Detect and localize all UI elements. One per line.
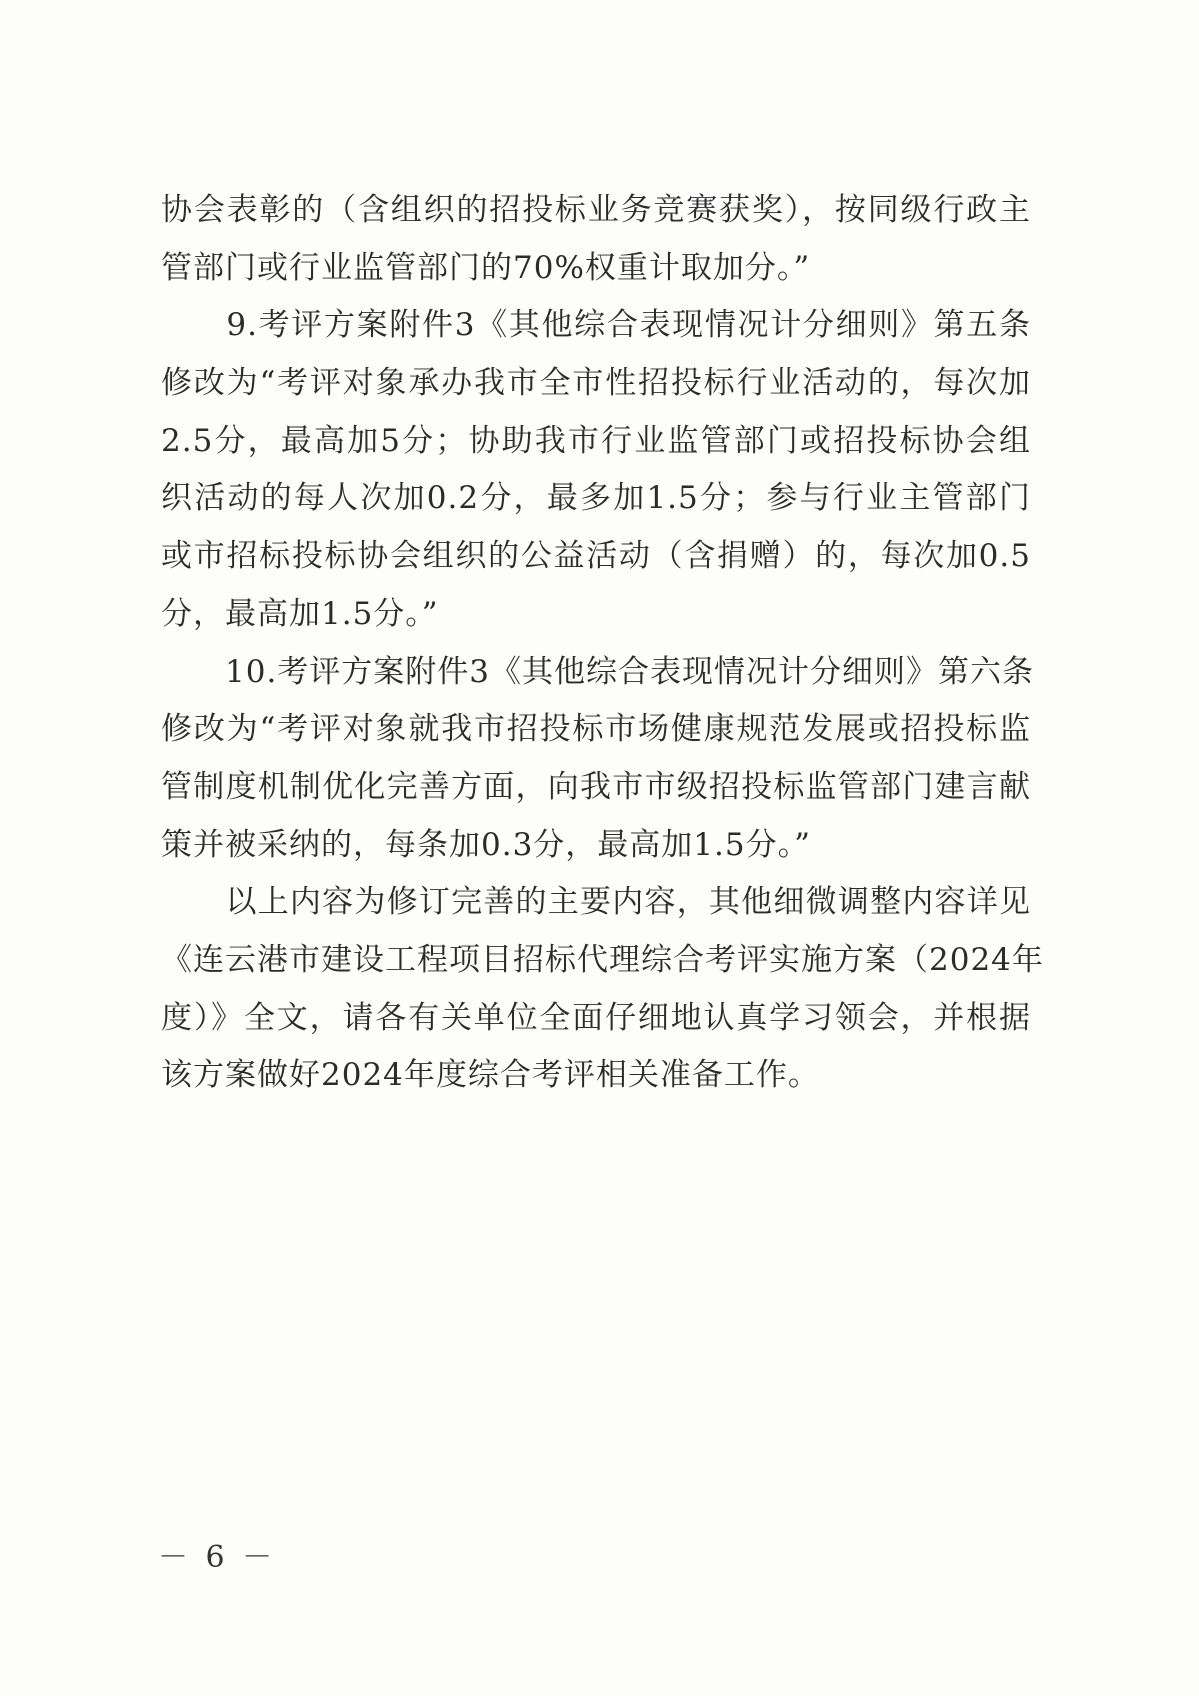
text-line: 管制度机制优化完善方面，向我市市级招投标监管部门建言献 (161, 768, 1031, 805)
text-line: 分，最高加1.5分。” (161, 595, 439, 632)
text-line: 织活动的每人次加0.2分，最多加1.5分；参与行业主管部门 (161, 480, 1031, 517)
text-line: 以上内容为修订完善的主要内容，其他细微调整内容详见 (161, 884, 1031, 921)
text-line: 2.5分，最高加5分；协助我市行业监管部门或招投标协会组 (161, 422, 1031, 459)
text-line: 修改为“考评对象承办我市全市性招投标行业活动的，每次加 (161, 365, 1031, 402)
text-line: 策并被采纳的，每条加0.3分，最高加1.5分。” (161, 826, 811, 863)
text-line: 10.考评方案附件3《其他综合表现情况计分细则》第六条 (161, 653, 1035, 690)
text-line: 度）》全文，请各有关单位全面仔细地认真学习领会，并根据 (161, 999, 1031, 1036)
page-number: － 6 － (158, 1540, 277, 1575)
text-line: 9.考评方案附件3《其他综合表现情况计分细则》第五条 (161, 307, 1031, 344)
text-line: 或市招标投标协会组织的公益活动（含捐赠）的，每次加0.5 (161, 538, 1031, 575)
text-line: 管部门或行业监管部门的70%权重计取加分。” (161, 249, 811, 286)
text-line: 协会表彰的（含组织的招投标业务竞赛获奖），按同级行政主 (161, 192, 1031, 228)
text-line: 修改为“考评对象就我市招投标市场健康规范发展或招投标监 (161, 711, 1031, 748)
text-line: 《连云港市建设工程项目招标代理综合考评实施方案（2024年 (161, 941, 1044, 978)
document-body (161, 182, 1044, 1105)
text-line: 该方案做好2024年度综合考评相关准备工作。 (161, 1057, 820, 1094)
